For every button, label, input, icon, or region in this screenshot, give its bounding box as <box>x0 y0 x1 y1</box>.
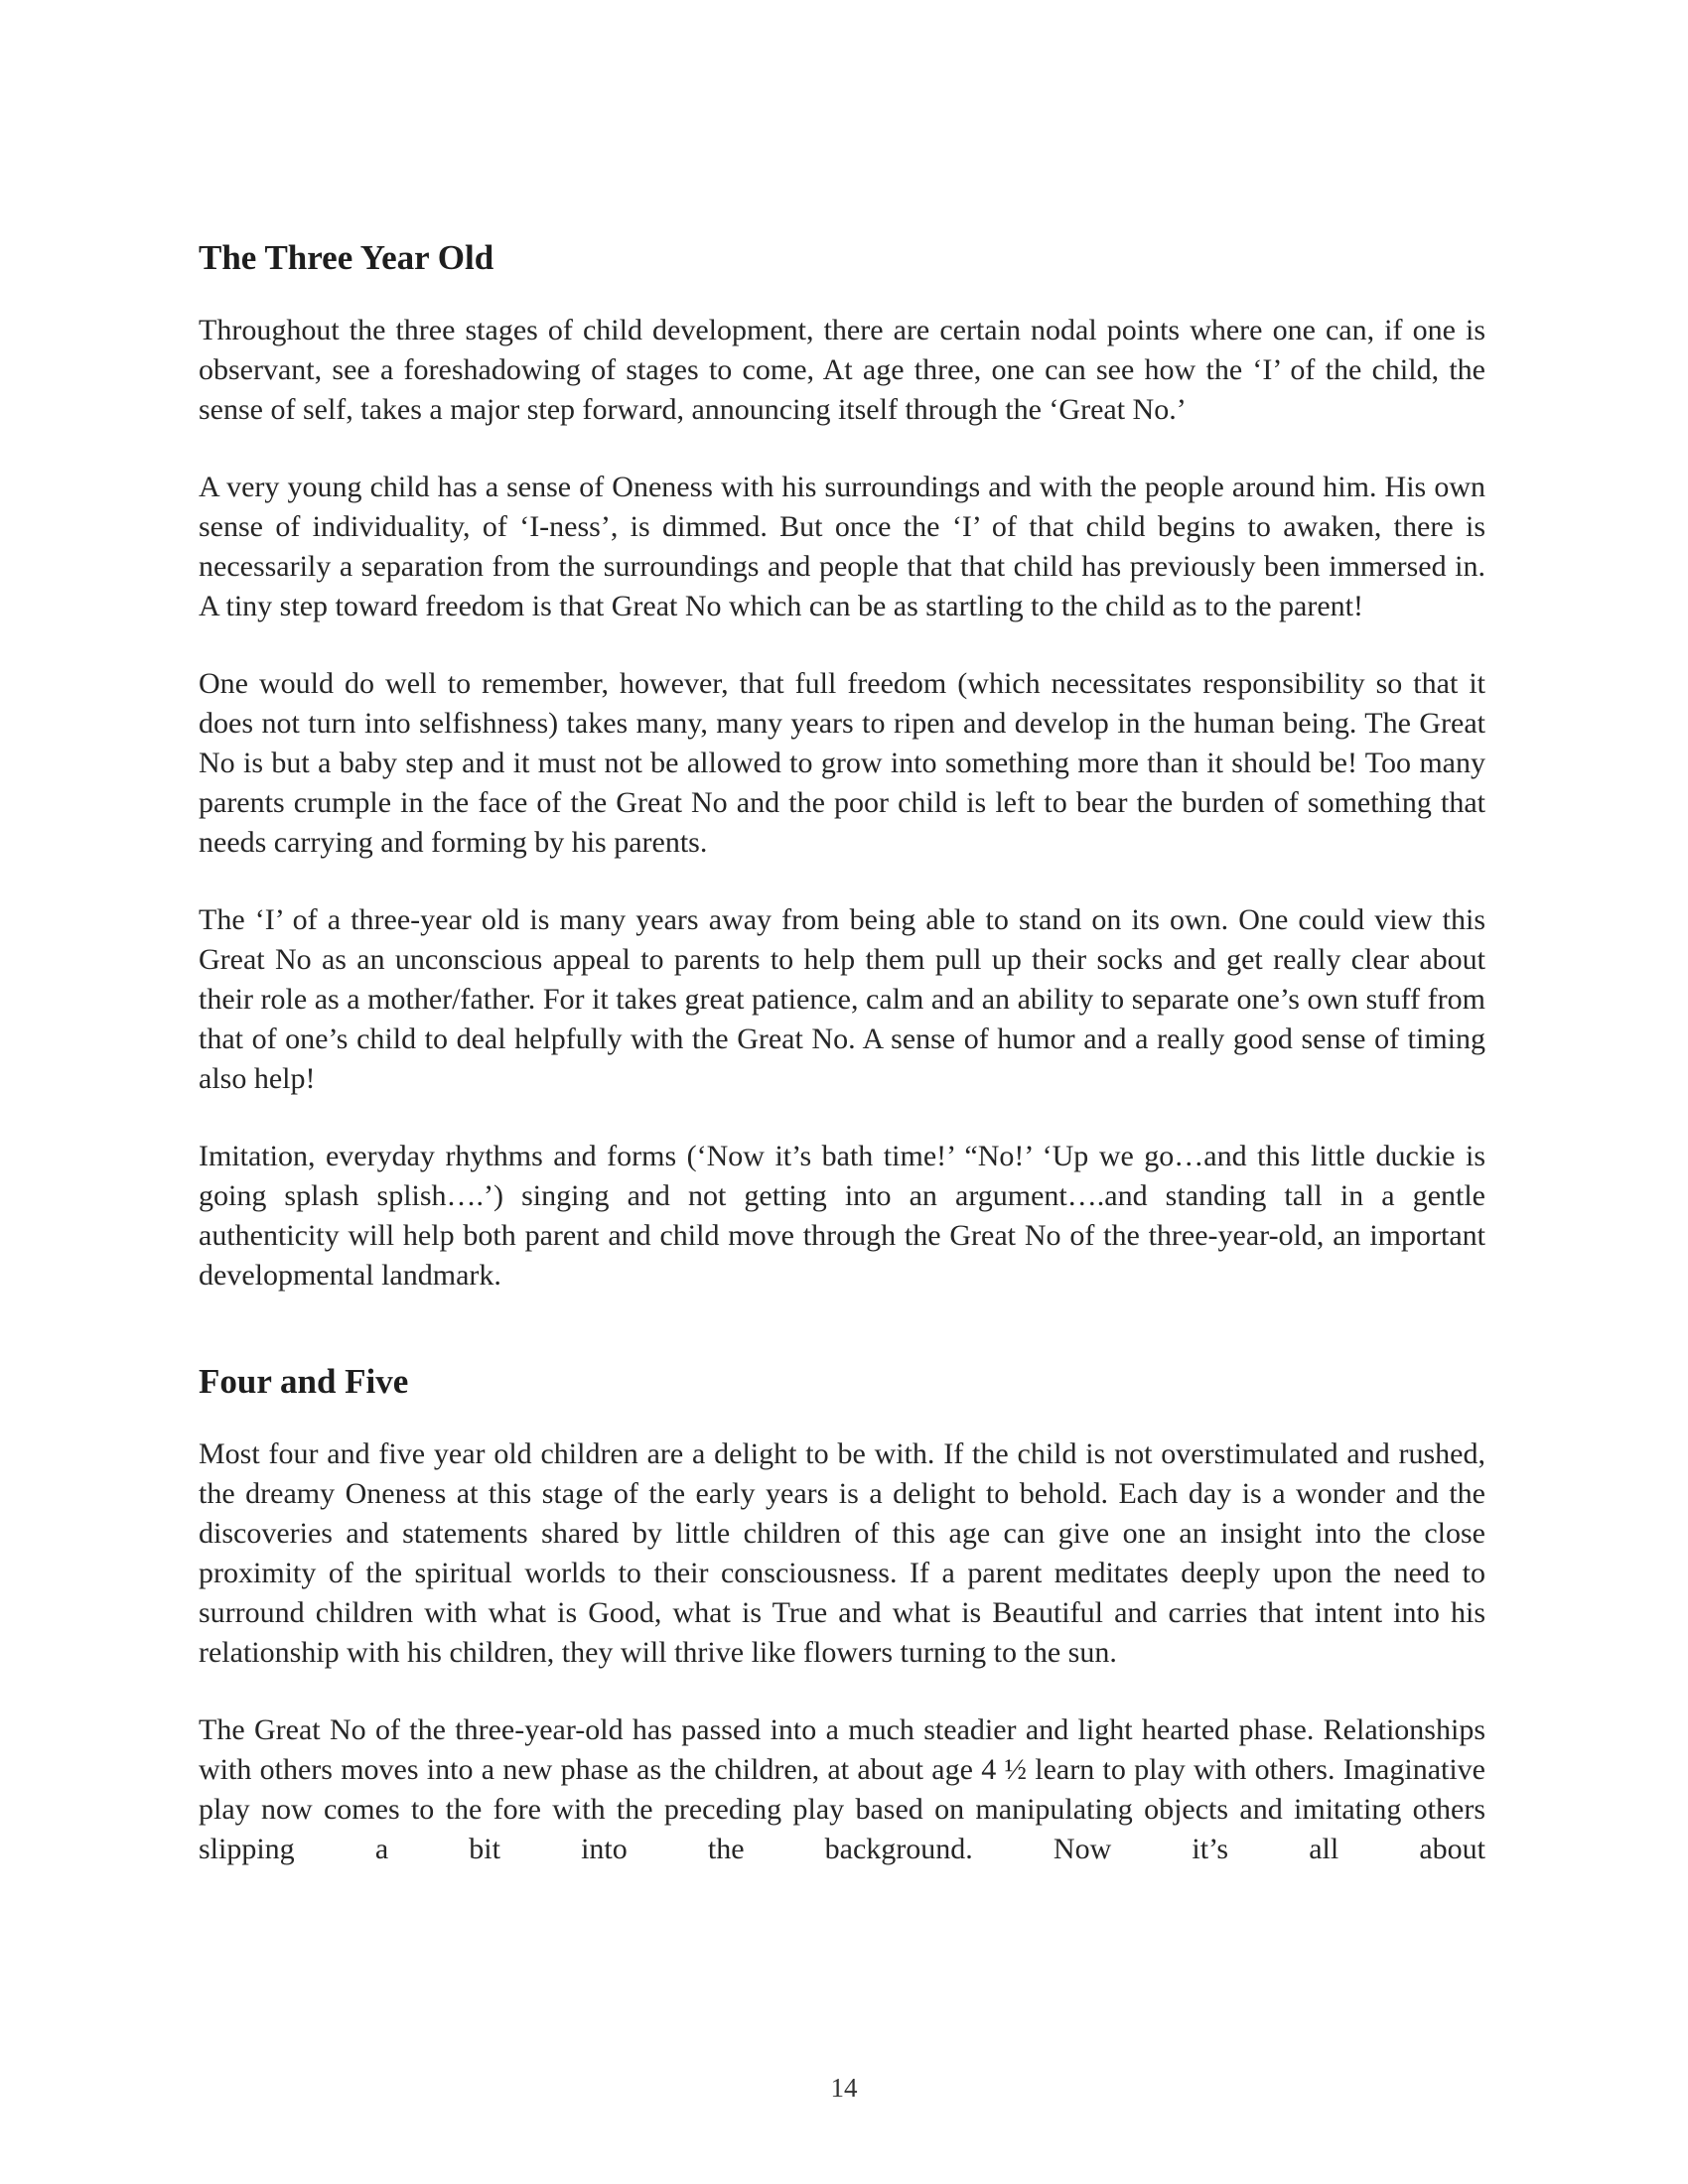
body-paragraph: Throughout the three stages of child development, there are certain nodal points where one can, if one is observant, see a foreshadowing of stages to come, At age three, one can see how the ‘I’ of the child, the sense of self, takes a major step forward, announcing itself through the ‘Great No.’ <box>199 314 1485 426</box>
page-content <box>199 235 1485 1907</box>
page-number: 14 <box>830 2073 858 2103</box>
section-heading: The Three Year Old <box>199 238 494 277</box>
body-paragraph: Most four and five year old children are a delight to be with. If the child is not overstimulated and rushed, the dreamy Oneness at this stage of the early years is a delight to behold. Each day is a wonder and the discoveries and statements shared by little children of this age can give one an insight into the close proximity of the spiritual worlds to their consciousness. If a parent meditates deeply upon the need to surround children with what is Good, what is True and what is Beautiful and carries that intent into his relationship with his children, they will thrive like flowers turning to the sun. <box>199 1437 1485 1669</box>
body-paragraph: The Great No of the three-year-old has passed into a much steadier and light hearted phase. Relationships with others moves into a new phase as the children, at about age 4 ½ learn to play with others. Imaginative play now comes to the fore with the preceding play based on manipulating objects and imitating others slipping a bit into the background. Now it’s all about <box>199 1713 1485 1865</box>
section-four-and-five <box>199 1359 1485 1869</box>
body-paragraph: A very young child has a sense of Oneness with his surroundings and with the people around him. His own sense of individuality, of ‘I-ness’, is dimmed. But once the ‘I’ of that child begins to awaken, there is necessarily a separation from the surroundings and people that that child has previously been immersed in. A tiny step toward freedom is that Great No which can be as startling to the child as to the parent! <box>199 471 1485 622</box>
section-heading: Four and Five <box>199 1362 409 1401</box>
body-paragraph: The ‘I’ of a three-year old is many years away from being able to stand on its own. One could view this Great No as an unconscious appeal to parents to help them pull up their socks and get really clear about their role as a mother/father. For it takes great patience, calm and an ability to separate one’s own stuff from that of one’s child to deal helpfully with the Great No. A sense of humor and a really good sense of timing also help! <box>199 903 1485 1095</box>
section-three-year-old <box>199 235 1485 1296</box>
body-paragraph: Imitation, everyday rhythms and forms (‘Now it’s bath time!’ “No!’ ‘Up we go…and this little duckie is going splash splish….’) singing and not getting into an argument….and standing tall in a gentle authenticity will help both parent and child move through the Great No of the three-year-old, an important developmental landmark. <box>199 1140 1485 1292</box>
body-paragraph: One would do well to remember, however, that full freedom (which necessitates responsibility so that it does not turn into selfishness) takes many, many years to ripen and develop in the human being. The Great No is but a baby step and it must not be allowed to grow into something more than it should be! Too many parents crumple in the face of the Great No and the poor child is left to bear the burden of something that needs carrying and forming by his parents. <box>199 667 1485 859</box>
